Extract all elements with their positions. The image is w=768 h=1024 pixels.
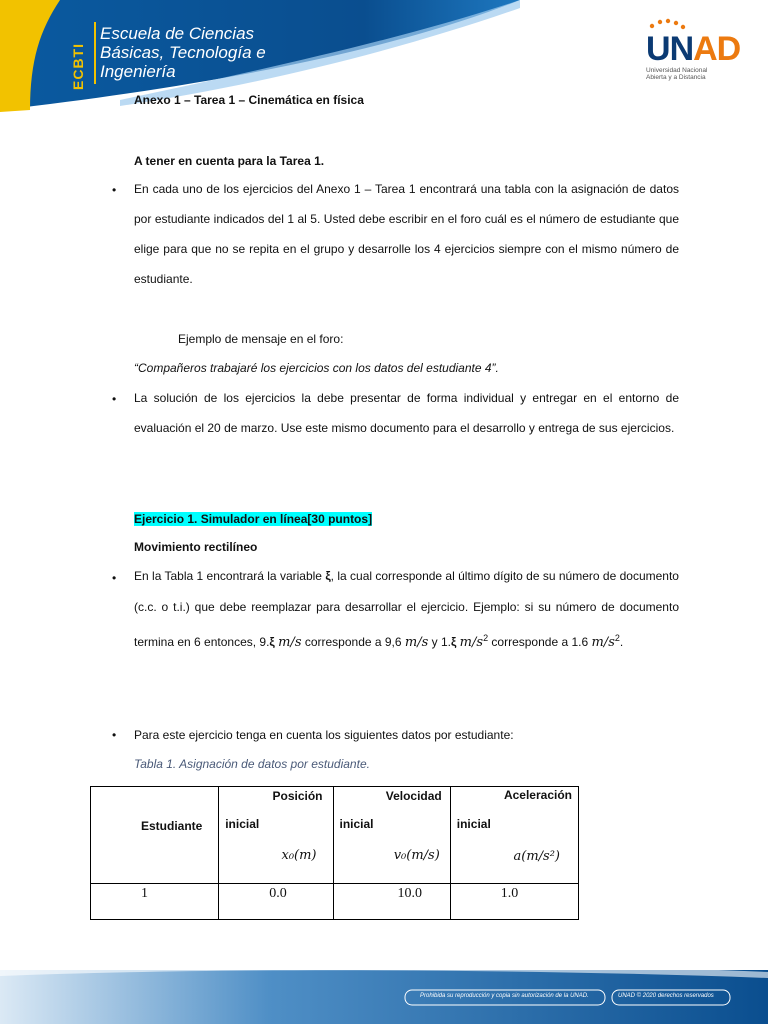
- header-cell-velocity: Velocidad inicial v₀(m/s): [333, 787, 450, 884]
- example-quote: “Compañeros trabajaré los ejercicios con los datos del estudiante 4”.: [134, 361, 499, 375]
- bullet-marker: •: [112, 392, 117, 406]
- data-table: [90, 786, 579, 920]
- footer-rights: UNAD © 2020 derechos reservados: [618, 993, 714, 999]
- unad-subtitle: Abierta y a Distancia: [646, 74, 706, 81]
- unad-wordmark: UNAD: [646, 30, 741, 68]
- unad-subtitle: Universidad Nacional: [646, 67, 708, 74]
- paragraph-bullet-2: La solución de los ejercicios la debe presentar de forma individual y entregar en el entorno de evaluación el 20 de marzo. Use este mismo documento para el desarrollo y entrega de sus ejercicios.: [134, 391, 679, 435]
- header-cell-student: Estudiante: [91, 787, 219, 884]
- table-cell-velocity: 10.0: [333, 884, 450, 920]
- footer-notice: Prohibida su reproducción y copia sin autorización de la UNAD.: [420, 993, 589, 999]
- paragraph-bullet-4: Para este ejercicio tenga en cuenta los siguientes datos por estudiante:: [134, 728, 514, 742]
- ecbti-label: ECBTI: [70, 43, 86, 90]
- bullet-marker: •: [112, 571, 117, 585]
- school-name-line: Básicas, Tecnología e: [100, 43, 266, 62]
- section-heading: A tener en cuenta para la Tarea 1.: [134, 154, 325, 168]
- bullet-marker: •: [112, 728, 117, 742]
- exercise-heading: Ejercicio 1. Simulador en línea[30 puntos]: [134, 512, 373, 526]
- school-name-line: Escuela de Ciencias: [100, 24, 255, 43]
- table-caption: Tabla 1. Asignación de datos por estudiante.: [134, 757, 370, 771]
- example-label: Ejemplo de mensaje en el foro:: [178, 332, 344, 346]
- table-header-row: [91, 787, 579, 884]
- table-cell-acceleration: 1.0: [450, 884, 578, 920]
- paragraph-bullet-3: En la Tabla 1 encontrará la variable ξ, la cual corresponde al último dígito de su número de documento (c.c. o t.i.) que debe reemplazar para desarrollar el ejercicio. Ejemplo: si su número de documento termina en 6 entonces, 9.ξ m/s corresponde a 9,6 m/s y 1.ξ $m/s^2$ corresponde a 1.6 $m/s^2$.: [134, 569, 679, 650]
- header-separator: [94, 22, 96, 84]
- subheading: Movimiento rectilíneo: [134, 540, 258, 554]
- paragraph-bullet-1: En cada uno de los ejercicios del Anexo 1 – Tarea 1 encontrará una tabla con la asignación de datos por estudiante indicados del 1 al 5. Usted debe escribir en el foro cuál es el número de estudiante que elige para que no se repita en el grupo y desarrolle los 4 ejercicios siempre con el mismo número de estudiante.: [134, 182, 679, 286]
- table-cell-position: 0.0: [219, 884, 333, 920]
- header-cell-position: Posición inicial x₀(m): [219, 787, 333, 884]
- document-title: Anexo 1 – Tarea 1 – Cinemática en física: [134, 93, 364, 107]
- school-name: [100, 24, 266, 81]
- school-name-line: Ingeniería: [100, 62, 176, 81]
- table-row: [91, 884, 579, 920]
- footer-band: [0, 960, 768, 1024]
- bullet-marker: •: [112, 183, 117, 197]
- table-cell-student: 1: [91, 884, 219, 920]
- header-cell-acceleration: Aceleración inicial a(m/s²): [450, 787, 578, 884]
